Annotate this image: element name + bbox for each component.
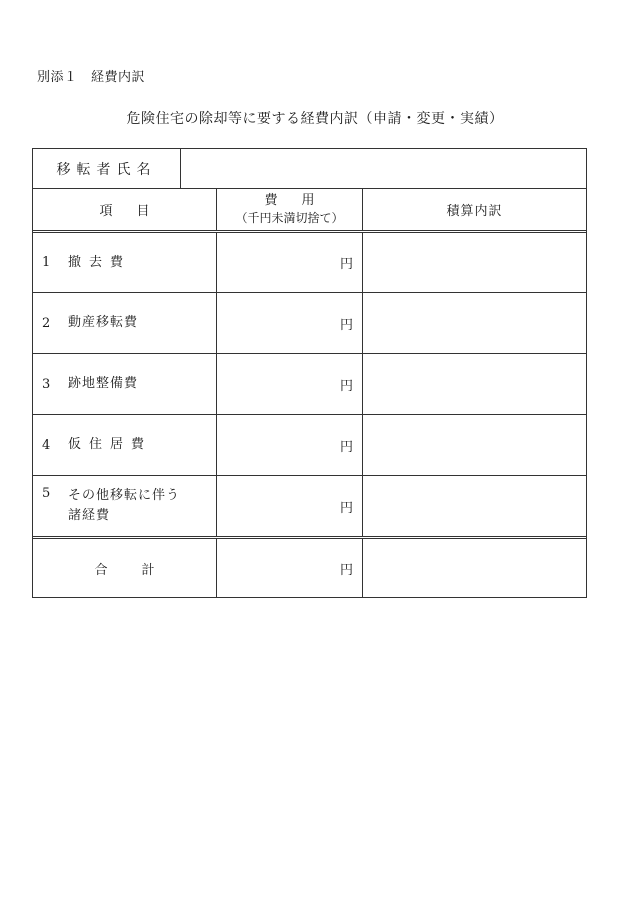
total-cost-cell[interactable]: [217, 539, 363, 597]
table-row: [33, 230, 586, 292]
table-row: [33, 353, 586, 414]
yen-unit: 円: [339, 562, 353, 578]
row-cost-cell[interactable]: [217, 233, 363, 292]
row-item-cell: [33, 354, 217, 414]
row-item-cell: [33, 293, 217, 353]
row-label: 動産移転費: [68, 315, 139, 330]
document-title: 危険住宅の除却等に要する経費内訳（申請・変更・実績）: [126, 111, 504, 127]
row-number: 1: [42, 255, 51, 270]
row-label-line2: 諸経費: [68, 508, 111, 523]
table-header-row: [33, 188, 586, 230]
row-label: 仮住居費: [68, 437, 153, 452]
row-label-line1: その他移転に伴う: [68, 488, 181, 503]
row-cost-cell[interactable]: [217, 293, 363, 353]
row-label: 撤去費: [68, 254, 132, 270]
row-label: [68, 486, 180, 526]
header-item: 項目: [33, 189, 217, 230]
row-number: 5: [42, 486, 51, 501]
table-row: [33, 414, 586, 475]
row-number: 2: [42, 315, 51, 331]
row-breakdown-cell[interactable]: [363, 476, 586, 536]
total-breakdown-cell[interactable]: [363, 539, 586, 597]
cost-breakdown-table: [32, 188, 587, 598]
row-number: 4: [42, 437, 51, 453]
header-cost-note: （千円未満切捨て）: [235, 211, 344, 225]
yen-unit: 円: [339, 257, 353, 272]
row-item-cell: [33, 233, 217, 292]
header-cost: [217, 189, 363, 230]
total-row: [33, 536, 586, 597]
yen-unit: 円: [339, 500, 353, 516]
row-breakdown-cell[interactable]: [363, 415, 586, 475]
table-row: [33, 475, 586, 536]
relocator-name-table: [32, 148, 587, 189]
row-breakdown-cell[interactable]: [363, 354, 586, 414]
total-label: 合計: [33, 539, 217, 597]
row-item-cell: [33, 476, 217, 536]
yen-unit: 円: [339, 378, 353, 394]
row-item-cell: [33, 415, 217, 475]
yen-unit: 円: [339, 439, 353, 455]
row-cost-cell[interactable]: [217, 354, 363, 414]
row-breakdown-cell[interactable]: [363, 233, 586, 292]
row-cost-cell[interactable]: [217, 476, 363, 536]
header-breakdown: 積算内訳: [446, 204, 503, 219]
header-cost-title: 費用: [264, 193, 339, 208]
row-breakdown-cell[interactable]: [363, 293, 586, 353]
relocator-name-label: 移転者氏名: [33, 149, 181, 188]
yen-unit: 円: [339, 317, 353, 333]
appendix-label: 別添１ 経費内訳: [37, 70, 146, 85]
row-number: 3: [42, 376, 51, 392]
row-cost-cell[interactable]: [217, 415, 363, 475]
row-label: 跡地整備費: [68, 376, 139, 391]
table-row: [33, 292, 586, 353]
relocator-name-field[interactable]: [181, 149, 586, 188]
